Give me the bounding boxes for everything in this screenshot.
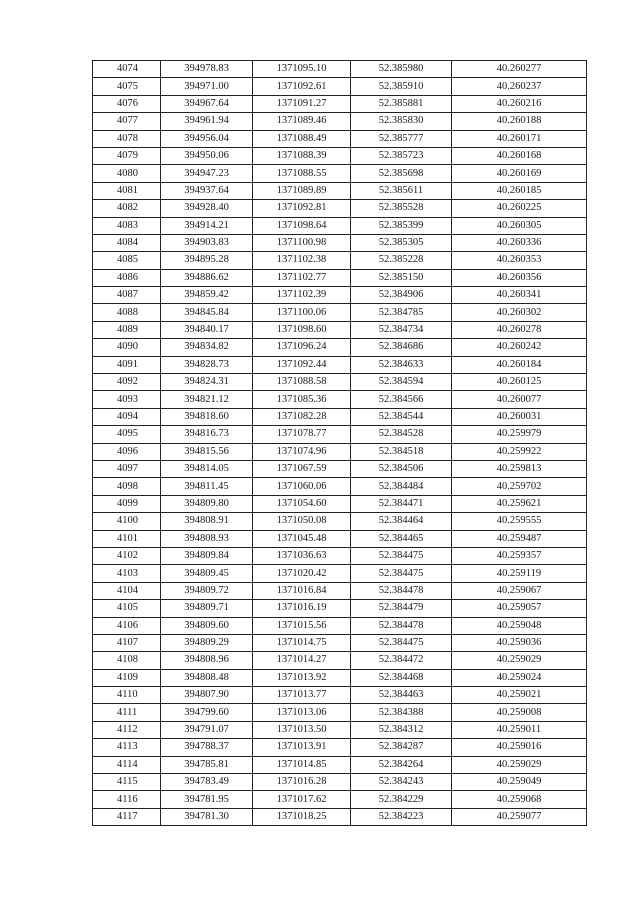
table-row — [93, 530, 587, 547]
y-coordinate-cell: 1371074.96 — [253, 443, 351, 460]
y-coordinate-cell: 1371078.77 — [253, 426, 351, 443]
x-coordinate-cell: 394840.17 — [161, 321, 253, 338]
point-number-cell: 4107 — [93, 634, 161, 651]
table-row — [93, 391, 587, 408]
y-coordinate-cell: 1371067.59 — [253, 460, 351, 477]
latitude-cell: 52.384287 — [351, 739, 452, 756]
table-row — [93, 478, 587, 495]
latitude-cell: 52.385399 — [351, 217, 452, 234]
latitude-cell: 52.384906 — [351, 287, 452, 304]
point-number-cell: 4113 — [93, 739, 161, 756]
longitude-cell: 40.260184 — [452, 356, 587, 373]
table-row — [93, 443, 587, 460]
y-coordinate-cell: 1371013.06 — [253, 704, 351, 721]
table-row — [93, 634, 587, 651]
x-coordinate-cell: 394859.42 — [161, 287, 253, 304]
latitude-cell: 52.385698 — [351, 165, 452, 182]
latitude-cell: 52.384243 — [351, 774, 452, 791]
latitude-cell: 52.384734 — [351, 321, 452, 338]
table-row — [93, 113, 587, 130]
y-coordinate-cell: 1371088.49 — [253, 130, 351, 147]
x-coordinate-cell: 394809.71 — [161, 600, 253, 617]
latitude-cell: 52.384388 — [351, 704, 452, 721]
y-coordinate-cell: 1371088.58 — [253, 374, 351, 391]
x-coordinate-cell: 394824.31 — [161, 374, 253, 391]
latitude-cell: 52.384264 — [351, 756, 452, 773]
y-coordinate-cell: 1371013.50 — [253, 721, 351, 738]
point-number-cell: 4099 — [93, 495, 161, 512]
longitude-cell: 40.260216 — [452, 95, 587, 112]
table-row — [93, 269, 587, 286]
table-row — [93, 147, 587, 164]
longitude-cell: 40.259077 — [452, 808, 587, 825]
longitude-cell: 40.259049 — [452, 774, 587, 791]
x-coordinate-cell: 394799.60 — [161, 704, 253, 721]
y-coordinate-cell: 1371017.62 — [253, 791, 351, 808]
x-coordinate-cell: 394809.80 — [161, 495, 253, 512]
latitude-cell: 52.385150 — [351, 269, 452, 286]
longitude-cell: 40.260171 — [452, 130, 587, 147]
longitude-cell: 40.259029 — [452, 756, 587, 773]
x-coordinate-cell: 394967.64 — [161, 95, 253, 112]
longitude-cell: 40.259621 — [452, 495, 587, 512]
y-coordinate-cell: 1371091.27 — [253, 95, 351, 112]
longitude-cell: 40.259016 — [452, 739, 587, 756]
point-number-cell: 4079 — [93, 147, 161, 164]
longitude-cell: 40.259057 — [452, 600, 587, 617]
longitude-cell: 40.260302 — [452, 304, 587, 321]
point-number-cell: 4106 — [93, 617, 161, 634]
y-coordinate-cell: 1371102.77 — [253, 269, 351, 286]
point-number-cell: 4102 — [93, 547, 161, 564]
x-coordinate-cell: 394808.91 — [161, 513, 253, 530]
table-row — [93, 600, 587, 617]
latitude-cell: 52.384468 — [351, 669, 452, 686]
latitude-cell: 52.384475 — [351, 634, 452, 651]
x-coordinate-cell: 394815.56 — [161, 443, 253, 460]
x-coordinate-cell: 394788.37 — [161, 739, 253, 756]
y-coordinate-cell: 1371100.98 — [253, 234, 351, 251]
coordinates-table-body — [93, 61, 587, 826]
x-coordinate-cell: 394947.23 — [161, 165, 253, 182]
point-number-cell: 4082 — [93, 200, 161, 217]
x-coordinate-cell: 394809.84 — [161, 547, 253, 564]
longitude-cell: 40.260278 — [452, 321, 587, 338]
point-number-cell: 4097 — [93, 460, 161, 477]
table-row — [93, 408, 587, 425]
x-coordinate-cell: 394895.28 — [161, 252, 253, 269]
y-coordinate-cell: 1371013.92 — [253, 669, 351, 686]
latitude-cell: 52.384478 — [351, 582, 452, 599]
x-coordinate-cell: 394811.45 — [161, 478, 253, 495]
y-coordinate-cell: 1371015.56 — [253, 617, 351, 634]
y-coordinate-cell: 1371013.77 — [253, 687, 351, 704]
latitude-cell: 52.384464 — [351, 513, 452, 530]
latitude-cell: 52.384478 — [351, 617, 452, 634]
longitude-cell: 40.260168 — [452, 147, 587, 164]
latitude-cell: 52.385228 — [351, 252, 452, 269]
point-number-cell: 4114 — [93, 756, 161, 773]
longitude-cell: 40.259036 — [452, 634, 587, 651]
latitude-cell: 52.384463 — [351, 687, 452, 704]
point-number-cell: 4083 — [93, 217, 161, 234]
x-coordinate-cell: 394808.48 — [161, 669, 253, 686]
y-coordinate-cell: 1371060.06 — [253, 478, 351, 495]
table-row — [93, 304, 587, 321]
point-number-cell: 4111 — [93, 704, 161, 721]
y-coordinate-cell: 1371088.55 — [253, 165, 351, 182]
longitude-cell: 40.259048 — [452, 617, 587, 634]
table-row — [93, 669, 587, 686]
point-number-cell: 4108 — [93, 652, 161, 669]
y-coordinate-cell: 1371018.25 — [253, 808, 351, 825]
table-row — [93, 182, 587, 199]
x-coordinate-cell: 394781.30 — [161, 808, 253, 825]
y-coordinate-cell: 1371098.60 — [253, 321, 351, 338]
longitude-cell: 40.259702 — [452, 478, 587, 495]
latitude-cell: 52.384484 — [351, 478, 452, 495]
longitude-cell: 40.259008 — [452, 704, 587, 721]
longitude-cell: 40.260356 — [452, 269, 587, 286]
table-row — [93, 200, 587, 217]
latitude-cell: 52.385723 — [351, 147, 452, 164]
latitude-cell: 52.384785 — [351, 304, 452, 321]
table-row — [93, 356, 587, 373]
longitude-cell: 40.259979 — [452, 426, 587, 443]
y-coordinate-cell: 1371016.84 — [253, 582, 351, 599]
point-number-cell: 4075 — [93, 78, 161, 95]
y-coordinate-cell: 1371016.19 — [253, 600, 351, 617]
longitude-cell: 40.259357 — [452, 547, 587, 564]
x-coordinate-cell: 394971.00 — [161, 78, 253, 95]
y-coordinate-cell: 1371088.39 — [253, 147, 351, 164]
longitude-cell: 40.259029 — [452, 652, 587, 669]
x-coordinate-cell: 394821.12 — [161, 391, 253, 408]
point-number-cell: 4110 — [93, 687, 161, 704]
longitude-cell: 40.260169 — [452, 165, 587, 182]
y-coordinate-cell: 1371096.24 — [253, 339, 351, 356]
x-coordinate-cell: 394834.82 — [161, 339, 253, 356]
latitude-cell: 52.385611 — [351, 182, 452, 199]
y-coordinate-cell: 1371092.61 — [253, 78, 351, 95]
y-coordinate-cell: 1371089.46 — [253, 113, 351, 130]
latitude-cell: 52.384229 — [351, 791, 452, 808]
y-coordinate-cell: 1371014.27 — [253, 652, 351, 669]
point-number-cell: 4095 — [93, 426, 161, 443]
point-number-cell: 4094 — [93, 408, 161, 425]
longitude-cell: 40.260125 — [452, 374, 587, 391]
y-coordinate-cell: 1371013.91 — [253, 739, 351, 756]
latitude-cell: 52.385777 — [351, 130, 452, 147]
longitude-cell: 40.259021 — [452, 687, 587, 704]
table-row — [93, 565, 587, 582]
x-coordinate-cell: 394807.90 — [161, 687, 253, 704]
table-row — [93, 234, 587, 251]
x-coordinate-cell: 394781.95 — [161, 791, 253, 808]
point-number-cell: 4090 — [93, 339, 161, 356]
x-coordinate-cell: 394783.49 — [161, 774, 253, 791]
longitude-cell: 40.260336 — [452, 234, 587, 251]
y-coordinate-cell: 1371100.06 — [253, 304, 351, 321]
table-row — [93, 791, 587, 808]
point-number-cell: 4091 — [93, 356, 161, 373]
latitude-cell: 52.385881 — [351, 95, 452, 112]
table-row — [93, 547, 587, 564]
latitude-cell: 52.384544 — [351, 408, 452, 425]
latitude-cell: 52.384479 — [351, 600, 452, 617]
x-coordinate-cell: 394809.60 — [161, 617, 253, 634]
point-number-cell: 4087 — [93, 287, 161, 304]
y-coordinate-cell: 1371092.81 — [253, 200, 351, 217]
longitude-cell: 40.259024 — [452, 669, 587, 686]
y-coordinate-cell: 1371089.89 — [253, 182, 351, 199]
coordinates-table — [92, 60, 587, 826]
point-number-cell: 4081 — [93, 182, 161, 199]
x-coordinate-cell: 394956.04 — [161, 130, 253, 147]
point-number-cell: 4116 — [93, 791, 161, 808]
latitude-cell: 52.384472 — [351, 652, 452, 669]
point-number-cell: 4112 — [93, 721, 161, 738]
latitude-cell: 52.384471 — [351, 495, 452, 512]
longitude-cell: 40.260305 — [452, 217, 587, 234]
latitude-cell: 52.384506 — [351, 460, 452, 477]
y-coordinate-cell: 1371014.85 — [253, 756, 351, 773]
point-number-cell: 4092 — [93, 374, 161, 391]
x-coordinate-cell: 394950.06 — [161, 147, 253, 164]
point-number-cell: 4093 — [93, 391, 161, 408]
y-coordinate-cell: 1371092.44 — [253, 356, 351, 373]
table-row — [93, 495, 587, 512]
y-coordinate-cell: 1371102.38 — [253, 252, 351, 269]
table-row — [93, 374, 587, 391]
x-coordinate-cell: 394809.45 — [161, 565, 253, 582]
latitude-cell: 52.384518 — [351, 443, 452, 460]
point-number-cell: 4080 — [93, 165, 161, 182]
longitude-cell: 40.260277 — [452, 61, 587, 78]
table-row — [93, 130, 587, 147]
table-row — [93, 460, 587, 477]
table-row — [93, 704, 587, 721]
latitude-cell: 52.384686 — [351, 339, 452, 356]
table-row — [93, 95, 587, 112]
point-number-cell: 4089 — [93, 321, 161, 338]
longitude-cell: 40.259922 — [452, 443, 587, 460]
table-row — [93, 617, 587, 634]
longitude-cell: 40.260242 — [452, 339, 587, 356]
table-row — [93, 582, 587, 599]
point-number-cell: 4088 — [93, 304, 161, 321]
x-coordinate-cell: 394961.94 — [161, 113, 253, 130]
latitude-cell: 52.384633 — [351, 356, 452, 373]
y-coordinate-cell: 1371016.28 — [253, 774, 351, 791]
point-number-cell: 4101 — [93, 530, 161, 547]
longitude-cell: 40.260341 — [452, 287, 587, 304]
x-coordinate-cell: 394914.21 — [161, 217, 253, 234]
point-number-cell: 4098 — [93, 478, 161, 495]
point-number-cell: 4100 — [93, 513, 161, 530]
longitude-cell: 40.259555 — [452, 513, 587, 530]
table-row — [93, 426, 587, 443]
longitude-cell: 40.259067 — [452, 582, 587, 599]
table-row — [93, 287, 587, 304]
table-row — [93, 321, 587, 338]
x-coordinate-cell: 394816.73 — [161, 426, 253, 443]
latitude-cell: 52.385830 — [351, 113, 452, 130]
longitude-cell: 40.260237 — [452, 78, 587, 95]
table-row — [93, 61, 587, 78]
table-row — [93, 339, 587, 356]
point-number-cell: 4096 — [93, 443, 161, 460]
point-number-cell: 4078 — [93, 130, 161, 147]
y-coordinate-cell: 1371085.36 — [253, 391, 351, 408]
latitude-cell: 52.384475 — [351, 565, 452, 582]
latitude-cell: 52.385305 — [351, 234, 452, 251]
x-coordinate-cell: 394886.62 — [161, 269, 253, 286]
table-row — [93, 756, 587, 773]
longitude-cell: 40.260185 — [452, 182, 587, 199]
x-coordinate-cell: 394928.40 — [161, 200, 253, 217]
table-row — [93, 513, 587, 530]
table-row — [93, 78, 587, 95]
latitude-cell: 52.385528 — [351, 200, 452, 217]
x-coordinate-cell: 394937.64 — [161, 182, 253, 199]
x-coordinate-cell: 394978.83 — [161, 61, 253, 78]
point-number-cell: 4105 — [93, 600, 161, 617]
x-coordinate-cell: 394814.05 — [161, 460, 253, 477]
table-row — [93, 252, 587, 269]
x-coordinate-cell: 394818.60 — [161, 408, 253, 425]
latitude-cell: 52.384312 — [351, 721, 452, 738]
latitude-cell: 52.384566 — [351, 391, 452, 408]
x-coordinate-cell: 394791.07 — [161, 721, 253, 738]
latitude-cell: 52.384475 — [351, 547, 452, 564]
y-coordinate-cell: 1371102.39 — [253, 287, 351, 304]
longitude-cell: 40.260077 — [452, 391, 587, 408]
longitude-cell: 40.259487 — [452, 530, 587, 547]
point-number-cell: 4086 — [93, 269, 161, 286]
point-number-cell: 4109 — [93, 669, 161, 686]
latitude-cell: 52.385980 — [351, 61, 452, 78]
x-coordinate-cell: 394809.29 — [161, 634, 253, 651]
latitude-cell: 52.384594 — [351, 374, 452, 391]
table-row — [93, 165, 587, 182]
longitude-cell: 40.260188 — [452, 113, 587, 130]
table-row — [93, 687, 587, 704]
point-number-cell: 4084 — [93, 234, 161, 251]
y-coordinate-cell: 1371020.42 — [253, 565, 351, 582]
y-coordinate-cell: 1371050.08 — [253, 513, 351, 530]
x-coordinate-cell: 394785.81 — [161, 756, 253, 773]
y-coordinate-cell: 1371045.48 — [253, 530, 351, 547]
latitude-cell: 52.384528 — [351, 426, 452, 443]
latitude-cell: 52.385910 — [351, 78, 452, 95]
longitude-cell: 40.259119 — [452, 565, 587, 582]
table-row — [93, 739, 587, 756]
y-coordinate-cell: 1371082.28 — [253, 408, 351, 425]
y-coordinate-cell: 1371098.64 — [253, 217, 351, 234]
table-row — [93, 652, 587, 669]
y-coordinate-cell: 1371054.60 — [253, 495, 351, 512]
table-row — [93, 721, 587, 738]
x-coordinate-cell: 394808.96 — [161, 652, 253, 669]
point-number-cell: 4115 — [93, 774, 161, 791]
y-coordinate-cell: 1371095.10 — [253, 61, 351, 78]
longitude-cell: 40.260031 — [452, 408, 587, 425]
latitude-cell: 52.384465 — [351, 530, 452, 547]
point-number-cell: 4085 — [93, 252, 161, 269]
longitude-cell: 40.259011 — [452, 721, 587, 738]
x-coordinate-cell: 394828.73 — [161, 356, 253, 373]
longitude-cell: 40.259068 — [452, 791, 587, 808]
x-coordinate-cell: 394808.93 — [161, 530, 253, 547]
point-number-cell: 4104 — [93, 582, 161, 599]
table-row — [93, 217, 587, 234]
y-coordinate-cell: 1371014.75 — [253, 634, 351, 651]
point-number-cell: 4074 — [93, 61, 161, 78]
x-coordinate-cell: 394903.83 — [161, 234, 253, 251]
longitude-cell: 40.260353 — [452, 252, 587, 269]
point-number-cell: 4103 — [93, 565, 161, 582]
x-coordinate-cell: 394809.72 — [161, 582, 253, 599]
point-number-cell: 4076 — [93, 95, 161, 112]
point-number-cell: 4077 — [93, 113, 161, 130]
y-coordinate-cell: 1371036.63 — [253, 547, 351, 564]
longitude-cell: 40.260225 — [452, 200, 587, 217]
table-row — [93, 774, 587, 791]
latitude-cell: 52.384223 — [351, 808, 452, 825]
table-row — [93, 808, 587, 825]
point-number-cell: 4117 — [93, 808, 161, 825]
x-coordinate-cell: 394845.84 — [161, 304, 253, 321]
longitude-cell: 40.259813 — [452, 460, 587, 477]
